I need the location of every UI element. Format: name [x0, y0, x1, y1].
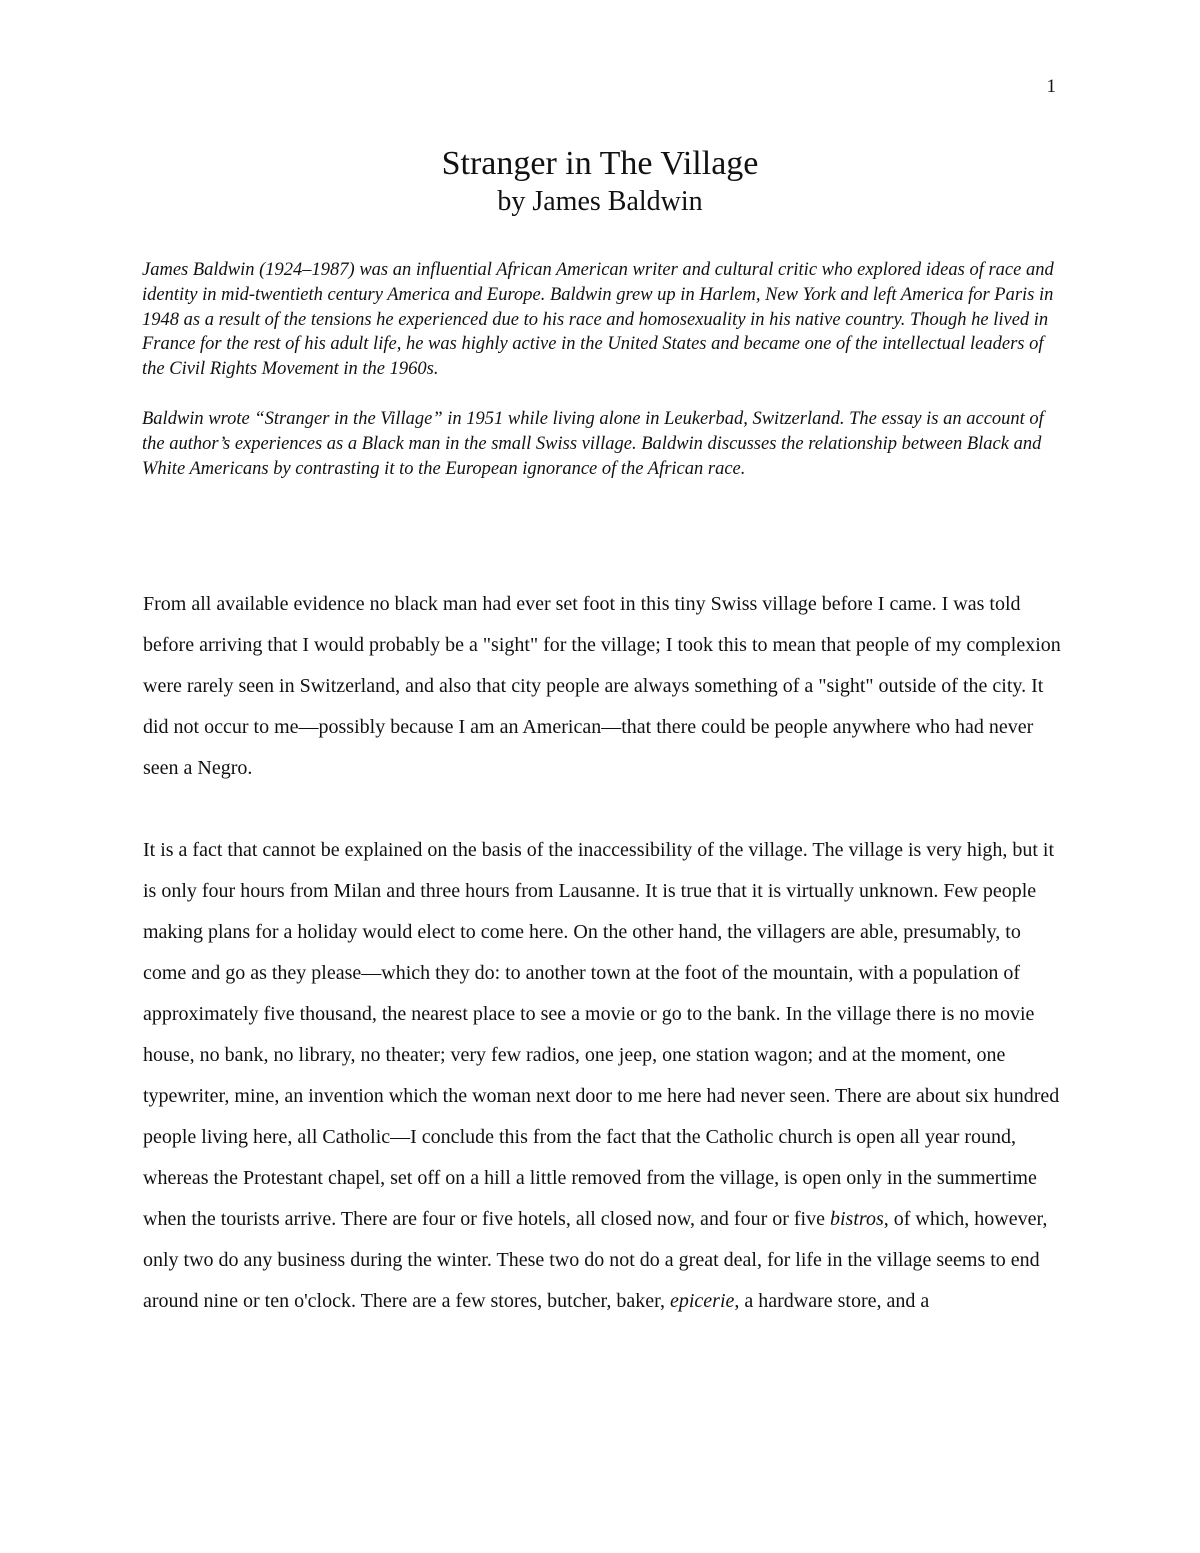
essay-body — [143, 584, 1065, 1363]
essay-paragraph-1: From all available evidence no black man had ever set foot in this tiny Swiss village before I came. I was told before arriving that I would probably be a "sight" for the village; I took this to mean that people of my complexion were rarely seen in Switzerland, and also that city people are always something of a "sight" outside of the city. It did not occur to me—possibly because I am an American—that there could be people anywhere who had never seen a Negro. — [143, 593, 1061, 779]
intro-paragraph-bio: James Baldwin (1924–1987) was an influential African American writer and cultural critic who explored ideas of race and identity in mid-twentieth century America and Europe. Baldwin grew up in Harlem, New York and left America for Paris in 1948 as a result of the tensions he experienced due to his race and homosexuality in his native country. Though he lived in France for the rest of his adult life, he was highly active in the United States and became one of the intellectual leaders of the Civil Rights Movement in the 1960s. — [142, 260, 1054, 380]
title-block — [0, 144, 1200, 220]
page-number: 1 — [1046, 76, 1056, 97]
italic-term-bistros: bistros — [830, 1208, 884, 1230]
essay-paragraph-2 — [143, 830, 1065, 1322]
essay-title: Stranger in The Village — [441, 145, 759, 182]
essay-paragraph-2-text-c: , a hardware store, and a — [734, 1290, 930, 1312]
intro-paragraph-context: Baldwin wrote “Stranger in the Village” in 1951 while living alone in Leukerbad, Switzerland. The essay is an account of the author’s experiences as a Black man in the small Swiss village. Baldwin discusses the relationship between Black and White Americans by contrasting it to the European ignorance of the African race. — [142, 408, 1044, 479]
essay-byline: by James Baldwin — [497, 186, 703, 217]
intro-section — [142, 258, 1060, 506]
essay-paragraph-2-text-b: , of which, however, only two do any business during the winter. These two do not do a great deal, for life in the village seems to end around nine or ten o'clock. There are a few stores, butcher, baker, — [143, 1208, 1048, 1312]
essay-paragraph-2-text-a: It is a fact that cannot be explained on the basis of the inaccessibility of the village. The village is very high, but it is only four hours from Milan and three hours from Lausanne. It is true that it is virtually unknown. Few people making plans for a holiday would elect to come here. On the other hand, the villagers are able, presumably, to come and go as they please—which they do: to another town at the foot of the mountain, with a population of approximately five thousand, the nearest place to see a movie or go to the bank. In the village there is no movie house, no bank, no library, no theater; very few radios, one jeep, one station wagon; and at the moment, one typewriter, mine, an invention which the woman next door to me here had never seen. There are about six hundred people living here, all Catholic—I conclude this from the fact that the Catholic church is open all year round, whereas the Protestant chapel, set off on a hill a little removed from the village, is open only in the summertime when the tourists arrive. There are four or five hotels, all closed now, and four or five — [143, 839, 1060, 1230]
italic-term-epicerie: epicerie — [669, 1290, 735, 1312]
